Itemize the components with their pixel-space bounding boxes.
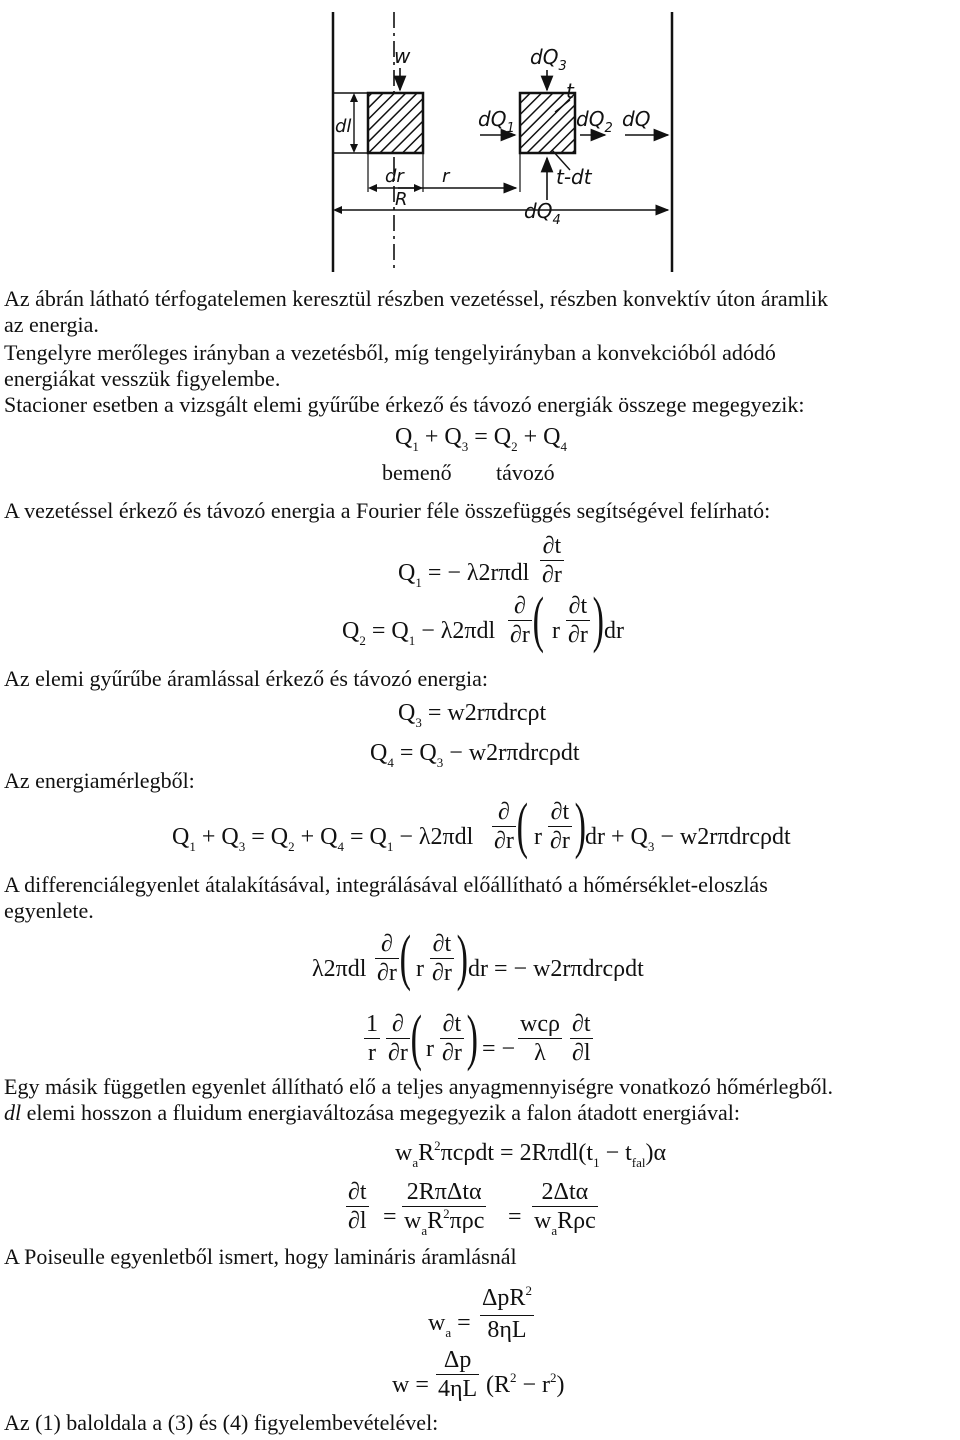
frac-dt-dl-2: ∂t ∂l bbox=[348, 1179, 367, 1234]
para-6: Az energiamérlegből: bbox=[4, 768, 195, 793]
para-2b: energiákat vesszük figyelembe. bbox=[4, 366, 281, 391]
frac-wa: ΔpR$^2$ 8ηL bbox=[482, 1283, 532, 1343]
eq-de1-lhs: λ2πdl bbox=[312, 956, 367, 982]
para-7a: A differenciálegyenlet átalakításával, integrálásával előállítható a hőmérséklet-eloszlás bbox=[4, 872, 768, 897]
paren-open-b: ( bbox=[516, 792, 529, 860]
eq-q3: $Q_3 = w2r\pi drc\rho t$ bbox=[398, 700, 547, 730]
paren-open-d: ( bbox=[410, 1004, 423, 1072]
paren-close-c: ) bbox=[456, 924, 469, 992]
para-10: A Poiseulle egyenletből ismert, hogy lamináris áramlásnál bbox=[4, 1244, 517, 1269]
label-dQ: dQ bbox=[622, 107, 651, 131]
var-r-b: r bbox=[534, 824, 542, 850]
frac-ratio-2: 2Δtα $w_aR\rho c$ bbox=[534, 1179, 596, 1238]
eq-w-tail: $(R^2 - r^2)$ bbox=[486, 1370, 565, 1398]
eq-de1-rhs: dr = − w2rπdrcρdt bbox=[468, 956, 644, 982]
para-9: dl elemi hosszon a fluidum energiaváltozása megegyezik a falon átadott energiával: bbox=[4, 1100, 740, 1125]
para-11: Az (1) baloldala a (3) és (4) figyelembevételével: bbox=[4, 1410, 439, 1435]
frac-w: Δp 4ηL bbox=[438, 1347, 478, 1402]
eq-q2: $Q_2 = Q_1 - \lambda 2\pi dl$ bbox=[342, 618, 496, 648]
frac-d-dr-c: ∂ ∂r bbox=[377, 931, 397, 986]
frac-1-r: 1 r bbox=[366, 1011, 378, 1066]
var-dr: dr bbox=[604, 618, 624, 644]
eq-ratio-eq2: = bbox=[508, 1204, 522, 1230]
label-t-dt: t-dt bbox=[556, 165, 592, 189]
paren-close-b: ) bbox=[574, 792, 587, 860]
eq-balance: $Q_1 + Q_3 = Q_2 + Q_4$ bbox=[395, 424, 567, 454]
label-R: R bbox=[395, 189, 408, 210]
para-1a: Az ábrán látható térfogatelemen keresztül részben vezetéssel, részben konvektív úton áramlik bbox=[4, 286, 829, 311]
label-bemeno: bemenő bbox=[382, 460, 452, 485]
para-3: Stacioner esetben a vizsgált elemi gyűrűbe érkező és távozó energiák összege megegyezik: bbox=[4, 392, 805, 417]
label-w: w bbox=[394, 44, 411, 68]
eq-balance-tail: dr + $Q_3 - w2r\pi drc\rho dt$ bbox=[585, 824, 791, 854]
eq-energy-balance: $Q_1 + Q_3 = Q_2 + Q_4 = Q_1 - \lambda 2\pi dl$ bbox=[172, 824, 474, 854]
eq-w-lhs: w = bbox=[392, 1372, 429, 1398]
frac-d-dr-b: ∂ ∂r bbox=[494, 799, 514, 854]
eq-ratio-eq1: = bbox=[383, 1204, 397, 1230]
var-r-d: r bbox=[426, 1036, 434, 1062]
para-4: A vezetéssel érkező és távozó energia a Fourier féle összefüggés segítségével felírható: bbox=[4, 498, 771, 523]
frac-dt-dr-c: ∂t ∂r bbox=[432, 931, 452, 986]
label-dQ2: $dQ_2$ bbox=[576, 107, 613, 136]
para-7b: egyenlete. bbox=[4, 898, 94, 923]
paren-close-d: ) bbox=[466, 1004, 479, 1072]
label-dQ1: $dQ_1$ bbox=[478, 107, 515, 136]
eq-q1: $Q_1$ = − λ2rπdl bbox=[398, 560, 530, 590]
para-5: Az elemi gyűrűbe áramlással érkező és távozó energia: bbox=[4, 666, 488, 691]
eq-q4: $Q_4 = Q_3 - w2r\pi drc\rho dt$ bbox=[370, 740, 580, 770]
block-left bbox=[368, 93, 423, 153]
label-dQ4: $dQ_4$ bbox=[524, 199, 561, 228]
label-dl: dl bbox=[335, 116, 352, 137]
frac-dt-dr-1: ∂t ∂r bbox=[542, 533, 562, 588]
label-t: t bbox=[566, 79, 574, 103]
eq-de2-equals: = − bbox=[482, 1036, 516, 1062]
frac-dt-dr-2: ∂t ∂r bbox=[568, 593, 588, 648]
eq-wa-lhs: $w_a$ = bbox=[428, 1310, 471, 1340]
paren-open: ( bbox=[532, 586, 545, 654]
paren-open-c: ( bbox=[399, 924, 412, 992]
var-r-c: r bbox=[416, 956, 424, 982]
label-dr: dr bbox=[385, 166, 404, 187]
eq-heat: $w_aR^2\pi c\rho dt = 2R\pi dl(t_1 - t_{fal})\alpha$ bbox=[395, 1138, 667, 1170]
label-tavozo: távozó bbox=[496, 460, 555, 485]
para-1b: az energia. bbox=[4, 312, 99, 337]
volume-element-diagram bbox=[0, 0, 960, 280]
frac-dt-dr-b: ∂t ∂r bbox=[550, 799, 570, 854]
frac-dt-dl: ∂t ∂l bbox=[572, 1011, 591, 1066]
frac-dt-dr-d: ∂t ∂r bbox=[442, 1011, 462, 1066]
frac-d-dr-d: ∂ ∂r bbox=[388, 1011, 408, 1066]
para-8: Egy másik független egyenlet állítható elő a teljes anyagmennyiségre vonatkozó hőmérlegből. bbox=[4, 1074, 834, 1099]
label-r: r bbox=[442, 166, 450, 187]
frac-ratio-1: 2RπΔtα $w_aR^2\pi\rho c$ bbox=[404, 1179, 485, 1238]
label-dQ3: $dQ_3$ bbox=[530, 45, 567, 74]
var-r: r bbox=[552, 618, 560, 644]
frac-d-dr: ∂ ∂r bbox=[510, 593, 530, 648]
para-2a: Tengelyre merőleges irányban a vezetésből, míg tengelyirányban a konvekcióból adódó bbox=[4, 340, 776, 365]
frac-wcp-lambda: wcρ λ bbox=[520, 1011, 560, 1066]
paren-close: ) bbox=[592, 586, 605, 654]
